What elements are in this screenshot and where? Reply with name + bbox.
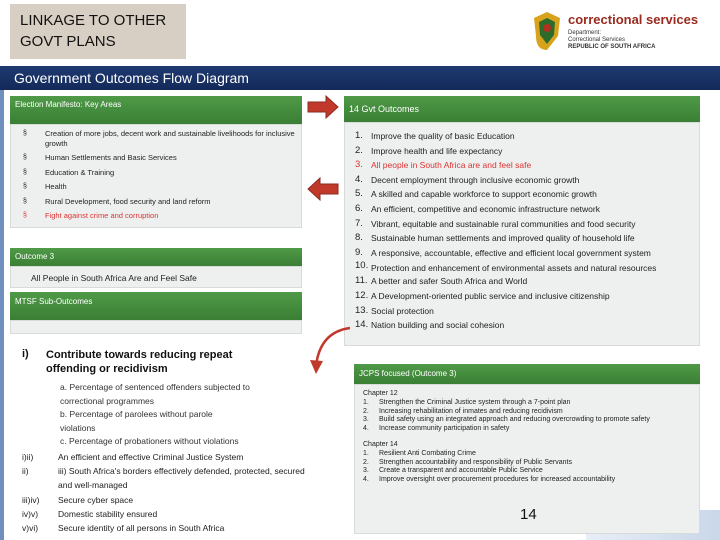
banner-title: Government Outcomes Flow Diagram: [0, 66, 720, 90]
list-item: [355, 289, 699, 304]
item-number: 9.: [355, 246, 363, 258]
outcome3-text: All People in South Africa Are and Feel Safe: [10, 266, 302, 288]
list-item: [355, 144, 699, 159]
list-item-text: Fight against crime and corruption: [45, 211, 159, 220]
logo-subtext: [568, 30, 655, 51]
item-number: 5.: [355, 188, 363, 200]
bullet-icon: §: [23, 168, 27, 176]
item-number: ii): [22, 466, 29, 477]
item-text: A better and safer South Africa and World: [371, 276, 528, 287]
list-item: [363, 450, 693, 458]
list-item: [23, 211, 301, 221]
election-list: [11, 125, 301, 221]
logo: [494, 6, 714, 62]
list-item: [355, 158, 699, 173]
item-number: 8.: [355, 232, 363, 244]
list-item: [23, 153, 301, 163]
list-item-text: Health: [45, 182, 67, 191]
election-manifesto-panel: [10, 124, 302, 228]
item-number: 2.: [355, 144, 363, 156]
election-manifesto-heading: Election Manifesto: Key Areas: [10, 96, 302, 124]
item-text: iii) South Africa's borders effectively defended, protected, secured and well-managed: [58, 466, 305, 491]
mtsf-heading: MTSF Sub-Outcomes: [10, 292, 302, 320]
mtsf-panel: [10, 320, 302, 334]
list-item: [23, 197, 301, 207]
item-text: Create a transparent and accountable Public Service: [379, 467, 543, 475]
item-text: Social protection: [371, 305, 434, 316]
item-number: 3.: [355, 159, 363, 171]
list-item: [355, 274, 699, 289]
list-item: [355, 260, 699, 274]
mtsf-list: [22, 450, 312, 535]
chapter-14: [355, 433, 699, 484]
list-item-text: Creation of more jobs, decent work and sustainable livelihoods for inclusive growth: [45, 129, 295, 148]
item-number: iii)iv): [22, 494, 40, 505]
list-item: [22, 493, 312, 507]
item-text: Domestic stability ensured: [58, 508, 158, 519]
item-number: i)ii): [22, 452, 34, 462]
item-number: 10.: [355, 260, 369, 272]
gvt-outcomes-panel: [344, 122, 700, 346]
item-text: Nation building and social cohesion: [371, 320, 505, 331]
contribute-heading: Contribute towards reducing repeat offending or recidivism: [46, 349, 233, 375]
item-number: 7.: [355, 217, 363, 229]
logo-sub-line3: REPUBLIC OF SOUTH AFRICA: [568, 44, 656, 50]
item-number: 1.: [355, 130, 363, 141]
item-text: An efficient and effective Criminal Justice System: [58, 452, 244, 462]
item-number: 1.: [363, 399, 369, 407]
list-item: [355, 304, 699, 319]
bullet-icon: §: [23, 212, 27, 219]
outcome3-heading: Outcome 3: [10, 248, 302, 266]
item-text: Improve oversight over procurement procedures for increased accountability: [379, 475, 616, 483]
list-item: [23, 168, 301, 178]
slide-title-box: [10, 4, 186, 59]
list-item: [355, 246, 699, 261]
item-number: 1.: [363, 450, 369, 458]
list-item: [363, 467, 693, 475]
sub-item-a: a. Percentage of sentenced offenders subjected to: [60, 382, 250, 392]
slide-title-line1: LINKAGE TO OTHER: [20, 12, 167, 29]
item-text: A skilled and capable workforce to support economic growth: [371, 189, 597, 200]
item-number: 3.: [363, 416, 369, 424]
chapter-title: Chapter 12: [363, 390, 398, 397]
list-item-text: Human Settlements and Basic Services: [45, 153, 177, 162]
item-text: A Development-oriented public service and inclusive citizenship: [371, 290, 610, 301]
coat-of-arms-icon: [530, 10, 564, 52]
list-item: [355, 217, 699, 232]
slide-title-line2: GOVT PLANS: [20, 33, 116, 50]
curved-arrow-icon: [306, 322, 356, 382]
chapter-12: [355, 385, 699, 433]
item-text: All people in South Africa are and feel safe: [371, 160, 532, 171]
list-item: [22, 521, 312, 535]
logo-sub-line2: Correctional Services: [568, 37, 626, 43]
item-number: 3.: [363, 467, 369, 475]
item-text: Resilient Anti Combating Crime: [379, 450, 476, 458]
item-text: Increase community participation in safety: [379, 424, 510, 432]
list-item: [355, 129, 699, 144]
sub-item-b: b. Percentage of parolees without parole: [60, 409, 213, 420]
item-number: 4.: [363, 424, 369, 432]
list-item: [355, 318, 699, 333]
gvt-outcomes-heading: 14 Gvt Outcomes: [344, 96, 700, 122]
item-text: Decent employment through inclusive economic growth: [371, 174, 580, 185]
item-text: Vibrant, equitable and sustainable rural communities and food security: [371, 218, 636, 229]
item-number: 2.: [363, 458, 369, 466]
list-item: [363, 459, 693, 467]
contribute-numeral: i): [22, 348, 29, 360]
list-item-text: Education & Training: [45, 167, 115, 177]
item-number: 2.: [363, 407, 369, 415]
bullet-icon: §: [23, 130, 27, 137]
list-item: [355, 231, 699, 246]
list-item: [363, 408, 693, 416]
list-item-text: Rural Development, food security and land reform: [45, 196, 211, 206]
item-text: Protection and enhancement of environmental assets and natural resources: [371, 263, 657, 274]
list-item: [23, 129, 301, 148]
item-text: Sustainable human settlements and improved quality of household life: [371, 233, 635, 244]
item-text: Improve the quality of basic Education: [371, 131, 515, 141]
item-text: Secure cyber space: [58, 494, 134, 505]
sub-item-b-cont: violations: [60, 422, 96, 433]
item-number: 14.: [355, 319, 369, 331]
item-text: Increasing rehabilitation of inmates and reducing recidivism: [379, 407, 563, 415]
bullet-icon: §: [23, 183, 27, 190]
gvt-outcomes-list: [345, 123, 699, 333]
list-item: [363, 416, 693, 424]
list-item: [23, 182, 301, 192]
arrow-left-icon: [306, 174, 340, 204]
item-number: v)vi): [22, 523, 39, 534]
list-item: [363, 399, 693, 407]
item-text: Improve health and life expectancy: [371, 145, 503, 156]
chapter-title: Chapter 14: [363, 441, 398, 449]
item-number: 12.: [355, 289, 369, 301]
logo-brand-text: correctional services: [568, 12, 699, 27]
item-text: A responsive, accountable, effective and efficient local government system: [371, 247, 651, 258]
item-number: 4.: [355, 173, 363, 185]
item-text: Strengthen accountability and responsibility of Public Servants: [379, 458, 572, 466]
page-number: 14: [520, 506, 537, 523]
bullet-icon: §: [23, 197, 27, 205]
list-item: [22, 464, 312, 492]
list-item: [363, 425, 693, 433]
list-item: [22, 450, 312, 464]
logo-sub-line1: Department:: [568, 30, 602, 36]
list-item: [363, 476, 693, 484]
item-number: 6.: [355, 202, 363, 214]
list-item: [355, 202, 699, 217]
list-item: [355, 187, 699, 202]
list-item: [355, 173, 699, 188]
jcps-heading: JCPS focused (Outcome 3): [354, 364, 700, 384]
item-text: Secure identity of all persons in South Africa: [58, 523, 225, 534]
item-number: iv)v): [22, 508, 39, 519]
contribute-sublist: [60, 381, 306, 449]
arrow-right-icon: [306, 92, 340, 122]
sub-item-c: c. Percentage of probationers without violations: [60, 436, 239, 447]
item-number: 13.: [355, 304, 369, 316]
item-number: 4.: [363, 475, 369, 483]
list-item: [22, 507, 312, 521]
item-text: Build safety using an integrated approach and reducing overcrowding to promote safety: [379, 416, 650, 424]
item-number: 11.: [355, 275, 368, 287]
item-text: Strengthen the Criminal Justice system through a 7-point plan: [379, 399, 571, 407]
left-accent-stripe: [0, 90, 4, 540]
bullet-icon: §: [23, 154, 27, 161]
sub-item-a-cont: correctional programmes: [60, 395, 155, 406]
item-text: An efficient, competitive and economic infrastructure network: [371, 203, 600, 214]
